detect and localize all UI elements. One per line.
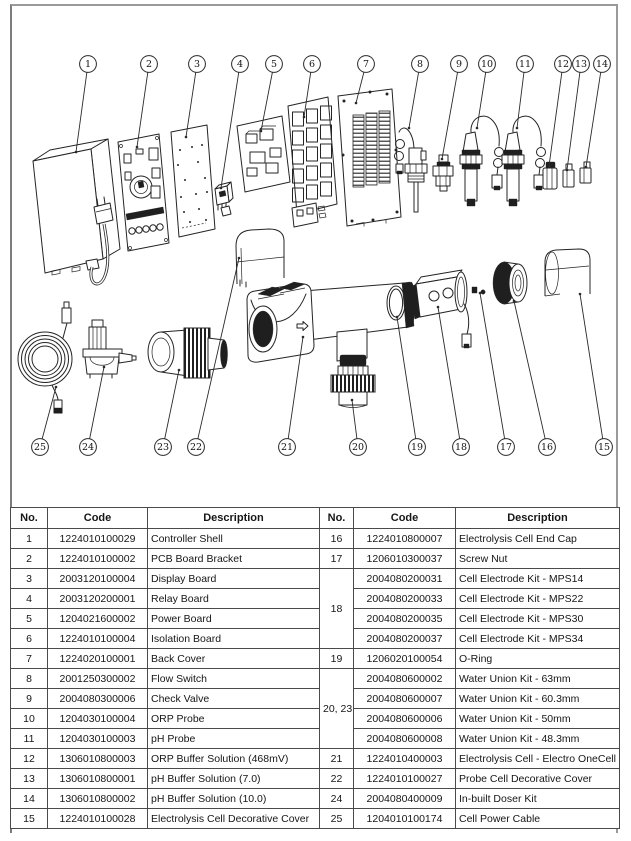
description-cell: Cell Electrode Kit - MPS34 (456, 629, 620, 649)
svg-text:23: 23 (156, 442, 170, 454)
part-number-cell: 3 (11, 569, 48, 589)
code-cell: 2004080200031 (354, 569, 456, 589)
description-cell: Cell Electrode Kit - MPS30 (456, 609, 620, 629)
description-cell: ORP Buffer Solution (468mV) (148, 749, 320, 769)
code-cell: 1204021600002 (48, 609, 148, 629)
svg-text:8: 8 (416, 59, 424, 71)
part-pcb-bracket (118, 134, 169, 251)
code-cell: 2003120100004 (48, 569, 148, 589)
callout-17 (479, 292, 515, 456)
description-cell: Power Board (148, 609, 320, 629)
column-header: No. (11, 508, 48, 529)
table-row (11, 589, 620, 609)
table-row (11, 729, 620, 749)
table-row (11, 689, 620, 709)
part-number-cell: 1 (11, 529, 48, 549)
part-number-cell: 19 (320, 649, 354, 669)
table-row (11, 609, 620, 629)
description-cell: Cell Electrode Kit - MPS22 (456, 589, 620, 609)
code-cell: 2004080400009 (354, 789, 456, 809)
svg-text:2: 2 (145, 59, 153, 71)
part-back-cover (338, 89, 401, 227)
part-ph-buffer-solution-7 (563, 164, 574, 187)
part-screw-nut (472, 287, 485, 294)
column-header: No. (320, 508, 354, 529)
callout-24 (80, 366, 106, 456)
part-check-valve (433, 155, 453, 191)
code-cell: 1306010800003 (48, 749, 148, 769)
part-cell-decorative-cover (545, 249, 590, 296)
callout-12 (548, 56, 572, 168)
part-number-cell: 11 (11, 729, 48, 749)
parts-table (10, 507, 620, 829)
part-number-cell: 9 (11, 689, 48, 709)
svg-text:21: 21 (280, 442, 294, 454)
callout-18 (437, 306, 470, 456)
code-cell: 1224010100028 (48, 809, 148, 829)
column-header: Description (148, 508, 320, 529)
description-cell: Cell Power Cable (456, 809, 620, 829)
part-relay-board (215, 182, 233, 216)
description-cell: Water Union Kit - 63mm (456, 669, 620, 689)
description-cell: Relay Board (148, 589, 320, 609)
table-row (11, 569, 620, 589)
description-cell: O-Ring (456, 649, 620, 669)
code-cell: 1206010300037 (354, 549, 456, 569)
part-number-cell: 12 (11, 749, 48, 769)
callout-13 (566, 56, 590, 172)
table-header-row (11, 508, 620, 529)
part-number-cell: 5 (11, 609, 48, 629)
part-cell-end-cap (493, 262, 527, 304)
callout-8 (408, 56, 429, 130)
callout-15 (579, 293, 613, 456)
part-number-cell: 16 (320, 529, 354, 549)
part-number-cell: 6 (11, 629, 48, 649)
table-row (11, 789, 620, 809)
part-power-board (237, 116, 290, 192)
part-probe-cover (236, 229, 284, 287)
code-cell: 2004080200037 (354, 629, 456, 649)
column-header: Code (354, 508, 456, 529)
part-number-cell: 22 (320, 769, 354, 789)
description-cell: In-built Doser Kit (456, 789, 620, 809)
description-cell: Check Valve (148, 689, 320, 709)
code-cell: 2004080300006 (48, 689, 148, 709)
description-cell: Water Union Kit - 60.3mm (456, 689, 620, 709)
svg-text:9: 9 (455, 59, 463, 71)
code-cell: 1224010100004 (48, 629, 148, 649)
table-row (11, 649, 620, 669)
svg-text:11: 11 (518, 59, 532, 71)
code-cell: 1306010800002 (48, 789, 148, 809)
code-cell: 2004080600008 (354, 729, 456, 749)
description-cell: Screw Nut (456, 549, 620, 569)
description-cell: Controller Shell (148, 529, 320, 549)
description-cell: Electrolysis Cell Decorative Cover (148, 809, 320, 829)
svg-text:1: 1 (84, 59, 92, 71)
part-number-cell: 4 (11, 589, 48, 609)
table-row (11, 629, 620, 649)
description-cell: Back Cover (148, 649, 320, 669)
code-cell: 1224010400003 (354, 749, 456, 769)
svg-text:16: 16 (540, 442, 554, 454)
svg-text:18: 18 (454, 442, 468, 454)
code-cell: 1204030100003 (48, 729, 148, 749)
callout-14 (585, 56, 611, 169)
svg-text:14: 14 (595, 59, 609, 71)
callout-10 (476, 56, 496, 130)
description-cell: Cell Electrode Kit - MPS14 (456, 569, 620, 589)
svg-text:13: 13 (574, 59, 588, 71)
part-water-union-side (148, 328, 228, 378)
svg-text:17: 17 (499, 442, 513, 454)
part-number-cell: 20, 23 (320, 669, 354, 749)
code-cell: 1224010800007 (354, 529, 456, 549)
code-cell: 2004080200035 (354, 609, 456, 629)
table-row (11, 769, 620, 789)
table-row (11, 529, 620, 549)
callout-25 (32, 386, 58, 456)
description-cell: Water Union Kit - 48.3mm (456, 729, 620, 749)
callout-9 (441, 56, 468, 161)
svg-text:5: 5 (270, 59, 278, 71)
code-cell: 1224020100001 (48, 649, 148, 669)
part-controller-shell (33, 139, 120, 284)
column-header: Code (48, 508, 148, 529)
part-number-cell: 14 (11, 789, 48, 809)
part-cell-electrode-kit (411, 270, 471, 348)
svg-text:19: 19 (410, 442, 424, 454)
svg-text:6: 6 (308, 59, 316, 71)
code-cell: 2001250300002 (48, 669, 148, 689)
description-cell: Probe Cell Decorative Cover (456, 769, 620, 789)
part-orp-probe (460, 116, 504, 206)
code-cell: 1224010100029 (48, 529, 148, 549)
description-cell: Electrolysis Cell - Electro OneCell (456, 749, 620, 769)
part-number-cell: 21 (320, 749, 354, 769)
part-ph-probe (502, 116, 546, 206)
description-cell: ORP Probe (148, 709, 320, 729)
svg-text:10: 10 (480, 59, 494, 71)
description-cell: Display Board (148, 569, 320, 589)
part-number-cell: 13 (11, 769, 48, 789)
description-cell: pH Buffer Solution (10.0) (148, 789, 320, 809)
part-number-cell: 7 (11, 649, 48, 669)
description-cell: Water Union Kit - 50mm (456, 709, 620, 729)
code-cell: 1206020100054 (354, 649, 456, 669)
part-number-cell: 24 (320, 789, 354, 809)
part-electrolysis-cell (247, 282, 415, 362)
table-row (11, 549, 620, 569)
callout-16 (513, 300, 556, 456)
table-row (11, 809, 620, 829)
callout-2 (136, 56, 158, 149)
svg-text:25: 25 (33, 442, 47, 454)
description-cell: Electrolysis Cell End Cap (456, 529, 620, 549)
svg-text:12: 12 (556, 59, 570, 71)
svg-text:7: 7 (362, 59, 370, 71)
callout-1 (75, 56, 97, 154)
part-number-cell: 17 (320, 549, 354, 569)
code-cell: 1306010800001 (48, 769, 148, 789)
table-row (11, 709, 620, 729)
code-cell: 2004080600007 (354, 689, 456, 709)
part-doser-kit (83, 320, 136, 378)
svg-text:20: 20 (351, 442, 365, 454)
description-cell: Isolation Board (148, 629, 320, 649)
part-number-cell: 10 (11, 709, 48, 729)
part-ph-buffer-solution-10 (580, 162, 591, 183)
code-cell: 1224010100027 (354, 769, 456, 789)
callout-23 (155, 369, 181, 456)
part-number-cell: 25 (320, 809, 354, 829)
svg-text:3: 3 (193, 59, 201, 71)
code-cell: 1224010100002 (48, 549, 148, 569)
code-cell: 2003120200001 (48, 589, 148, 609)
part-number-cell: 2 (11, 549, 48, 569)
part-cell-power-cable (18, 302, 72, 413)
part-number-cell: 18 (320, 569, 354, 649)
table-row (11, 669, 620, 689)
part-display-board (171, 125, 215, 237)
svg-text:4: 4 (236, 59, 244, 71)
description-cell: pH Buffer Solution (7.0) (148, 769, 320, 789)
code-cell: 1204010100174 (354, 809, 456, 829)
description-cell: PCB Board Bracket (148, 549, 320, 569)
svg-text:24: 24 (81, 442, 95, 454)
svg-text:22: 22 (189, 442, 203, 454)
code-cell: 2004080600002 (354, 669, 456, 689)
table-row (11, 749, 620, 769)
description-cell: Flow Switch (148, 669, 320, 689)
callout-19 (396, 316, 426, 456)
code-cell: 2004080600006 (354, 709, 456, 729)
callout-11 (516, 56, 534, 130)
part-number-cell: 15 (11, 809, 48, 829)
part-number-cell: 8 (11, 669, 48, 689)
svg-text:15: 15 (597, 442, 611, 454)
part-isolation-board (288, 97, 337, 227)
code-cell: 2004080200033 (354, 589, 456, 609)
column-header: Description (456, 508, 620, 529)
description-cell: pH Probe (148, 729, 320, 749)
code-cell: 1204030100004 (48, 709, 148, 729)
